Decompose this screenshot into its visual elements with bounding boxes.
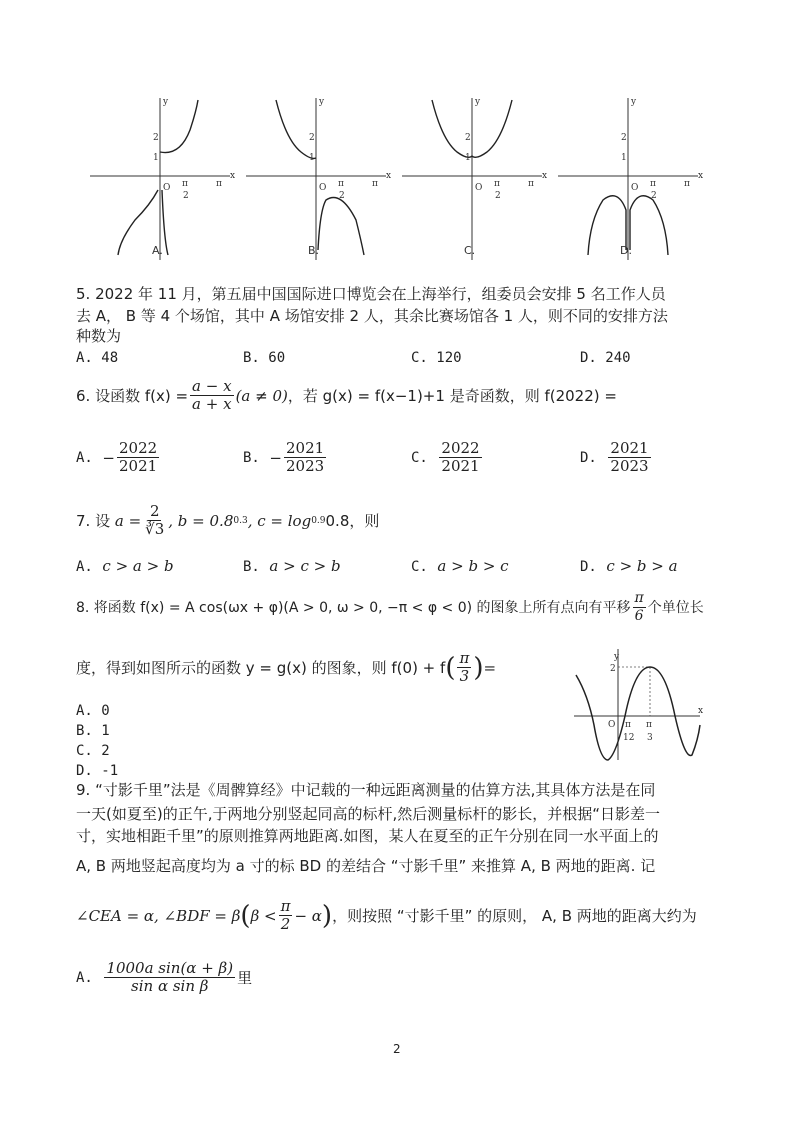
svg-text:1: 1 <box>621 153 627 163</box>
q4-label-a: A. <box>152 244 163 257</box>
svg-text:y: y <box>319 97 325 107</box>
svg-text:O: O <box>631 183 639 193</box>
svg-text:12: 12 <box>623 733 635 743</box>
svg-text:π: π <box>182 179 188 189</box>
svg-text:π: π <box>372 179 378 189</box>
q7-option-b: B. a > c > b <box>243 557 341 575</box>
svg-text:y: y <box>163 97 169 107</box>
page-number: 2 <box>393 1042 401 1056</box>
q8-line1: 8. 将函数 f(x) = A cos(ωx + φ)(A > 0, ω > 0, −π < φ < 0) 的图象上所有点向有平移 $\frac{\pi}{6}$ 个单位长 <box>76 590 704 624</box>
svg-text:x: x <box>698 171 704 181</box>
svg-text:π: π <box>528 179 534 189</box>
q6-option-c: C. $\frac{2022}{2021}$ <box>411 439 480 475</box>
q5-option-d: D. 240 <box>580 350 631 366</box>
q6-option-a: A. − $\frac{2022}{2021}$ <box>76 439 158 475</box>
q4-graph-c <box>402 97 547 260</box>
q4-label-d: D. <box>620 244 632 257</box>
q8-option-c: C. 2 <box>76 743 110 759</box>
q9-line5: ∠CEA = α, ∠BDF = β ( β < $\frac{\pi}{2}$ − α ) ，则按照 “寸影千里” 的原则， A, B 两地的距离大约为 <box>76 897 697 933</box>
svg-text:y: y <box>614 652 620 662</box>
q9-line3: 寸，实地相距千里”的原则推算两地距离.如图，某人在夏至的正午分别在同一水平面上的 <box>76 827 659 845</box>
q5-line3: 种数为 <box>76 327 122 345</box>
q8-option-b: B. 1 <box>76 723 110 739</box>
svg-text:π: π <box>494 179 500 189</box>
q4-label-c: C. <box>464 244 476 257</box>
svg-text:π: π <box>650 179 656 189</box>
q4-graph-b <box>246 97 391 260</box>
q9-line2: 一天(如夏至)的正午,于两地分别竖起同高的标杆,然后测量标杆的影长，并根据“日影差一 <box>76 805 661 823</box>
svg-text:2: 2 <box>309 133 315 143</box>
svg-text:π: π <box>646 720 652 730</box>
q5-option-a: A. 48 <box>76 350 119 366</box>
q7-option-d: D. c > b > a <box>580 557 678 575</box>
svg-text:O: O <box>608 720 616 730</box>
q6-stem: 6. 设函数 f(x) = $\frac{a - x}{a + x}$ (a ≠ 0) ，若 g(x) = f(x−1)+1 是奇函数，则 f(2022) = <box>76 377 617 413</box>
svg-text:1: 1 <box>465 153 471 163</box>
q4-label-b: B. <box>308 244 320 257</box>
svg-text:O: O <box>319 183 327 193</box>
q8-graph <box>570 645 705 763</box>
svg-text:1: 1 <box>153 153 159 163</box>
q8-option-d: D. -1 <box>76 763 119 779</box>
svg-text:π: π <box>684 179 690 189</box>
q7-option-a: A. c > a > b <box>76 557 174 575</box>
svg-text:π: π <box>625 720 631 730</box>
svg-text:3: 3 <box>647 733 653 743</box>
svg-text:π: π <box>338 179 344 189</box>
svg-text:y: y <box>475 97 481 107</box>
q8-line2: 度，得到如图所示的函数 y = g(x) 的图象，则 f(0) + f ( $\frac{\pi}{3}$ ) = <box>76 649 497 685</box>
q5-line2: 去 A， B 等 4 个场馆，其中 A 场馆安排 2 人，其余比赛场馆各 1 人，则不同的安排方法 <box>76 307 668 325</box>
origin-label: O <box>163 183 171 193</box>
q9-line1: 9. “寸影千里”法是《周髀算经》中记载的一种远距离测量的估算方法,其具体方法是在同 <box>76 781 656 799</box>
svg-text:2: 2 <box>621 133 627 143</box>
svg-text:x: x <box>386 171 392 181</box>
svg-text:2: 2 <box>495 191 501 201</box>
q5-option-b: B. 60 <box>243 350 286 366</box>
q9-option-a: A. $\frac{\text{1000a sin(α + β)}}{\text{sin α sin β}}$ 里 <box>76 959 253 995</box>
svg-text:1: 1 <box>309 153 315 163</box>
svg-text:π: π <box>216 179 222 189</box>
q6-option-d: D. $\frac{2021}{2023}$ <box>580 439 649 475</box>
q5-line1: 5. 2022 年 11 月，第五届中国国际进口博览会在上海举行，组委员会安排 5 名工作人员 <box>76 285 666 303</box>
q4-graph-d <box>558 97 703 260</box>
svg-text:x: x <box>542 171 548 181</box>
svg-text:2: 2 <box>153 133 159 143</box>
q7-stem: 7. 设 a = $\frac{2}{∛3}$ , b = 0.8 0.3 , c = log 0.9 0.8，则 <box>76 502 380 538</box>
svg-text:2: 2 <box>651 191 657 201</box>
q9-line4: A, B 两地竖起高度均为 a 寸的标 BD 的差结合 “寸影千里” 来推算 A, B 两地的距离. 记 <box>76 857 656 875</box>
svg-text:2: 2 <box>610 664 616 674</box>
q5-option-c: C. 120 <box>411 350 462 366</box>
q4-graph-a <box>90 97 235 260</box>
q4-graphs <box>80 90 720 265</box>
q7-option-c: C. a > b > c <box>411 557 509 575</box>
svg-text:x: x <box>230 171 236 181</box>
svg-text:x: x <box>698 706 704 716</box>
q6-option-b: B. − $\frac{2021}{2023}$ <box>243 439 325 475</box>
svg-text:2: 2 <box>183 191 189 201</box>
q8-option-a: A. 0 <box>76 703 110 719</box>
svg-text:y: y <box>631 97 637 107</box>
svg-text:2: 2 <box>339 191 345 201</box>
svg-text:O: O <box>475 183 483 193</box>
svg-text:2: 2 <box>465 133 471 143</box>
